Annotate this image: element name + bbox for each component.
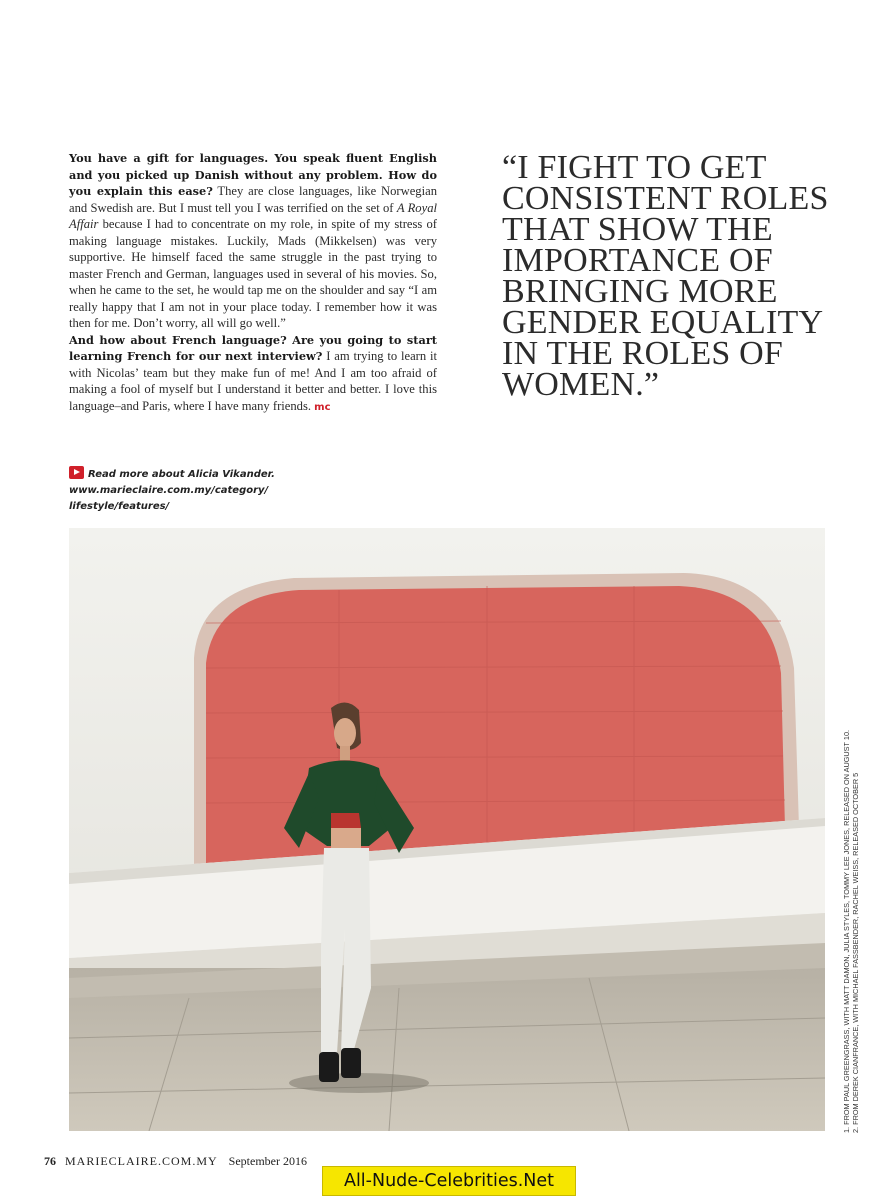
- pull-quote-line: WOMEN.”: [502, 366, 660, 403]
- pull-quote-line: “I FIGHT TO GET: [502, 149, 767, 186]
- question-languages: You have a gift for languages. You speak fluent English and you picked up Danish without any problem. How do you explain this ease?: [69, 151, 437, 198]
- credit-line: 1. FROM PAUL GREENGRASS, WITH MATT DAMON, JULIA STYLES, TOMMY LEE JONES, RELEASED ON AUGUST 10.: [842, 729, 851, 1133]
- pull-quote: [502, 149, 842, 403]
- credit-line: 2. FROM DEREK CIANFRANCE, WITH MICHAEL FASSBENDER, RACHEL WEISS, RELEASED OCTOBER 5: [851, 772, 860, 1133]
- mc-end-mark: mc: [314, 401, 331, 413]
- paragraph-languages: [69, 150, 437, 332]
- page-footer: [44, 1154, 307, 1169]
- answer-languages-part2: because I had to concentrate on my role, in spite of my stress of making language mistakes. Luckily, Mads (Mikkelsen) was very supportive. He himself faced the same struggle in the past trying to master French and German, languages used in several of his movies. So, when he came to the set, he would tap me on the shoulder and say “I am really happy that I am not in your place today. I remember how it was then for me. Don’t worry, all will go well.”: [69, 217, 437, 330]
- read-more-text: Read more about Alicia Vikander. www.marieclaire.com.my/category/: [69, 469, 275, 496]
- pull-quote-line: GENDER EQUALITY: [502, 304, 824, 341]
- photo-credits: [842, 729, 872, 1133]
- pull-quote-line: CONSISTENT ROLES: [502, 180, 829, 217]
- pull-quote-line: THAT SHOW THE: [502, 211, 773, 248]
- play-icon: [69, 466, 84, 479]
- photo-illustration: [69, 528, 825, 1131]
- fashion-photo: [69, 528, 825, 1131]
- answer-languages-part1: They are close languages, like Norwegian and Swedish are. But I must tell you I was terrified on the set of: [69, 184, 437, 215]
- paragraph-french: [69, 332, 437, 417]
- watermark-banner: All-Nude-Celebrities.Net: [322, 1166, 576, 1196]
- question-french: And how about French language? Are you going to start learning French for our next interview?: [69, 332, 437, 363]
- pull-quote-line: BRINGING MORE: [502, 273, 778, 310]
- pull-quote-line: IN THE ROLES OF: [502, 335, 783, 372]
- pull-quote-line: IMPORTANCE OF: [502, 242, 773, 279]
- read-more-text-cont: lifestyle/features/: [69, 501, 170, 512]
- site-name: MARIECLAIRE.COM.MY: [65, 1154, 218, 1168]
- issue-date: September 2016: [228, 1154, 307, 1168]
- interview-text: [69, 150, 437, 416]
- page-number: 76: [44, 1154, 56, 1168]
- film-title: A Royal Affair: [69, 200, 437, 231]
- read-more-link[interactable]: [69, 466, 449, 515]
- answer-french: I am trying to learn it with Nicolas’ team but they make fun of me! And I am too afraid of making a fool of myself but I understand it better and better. I love this language–and Paris, where I have many friends.: [69, 349, 437, 413]
